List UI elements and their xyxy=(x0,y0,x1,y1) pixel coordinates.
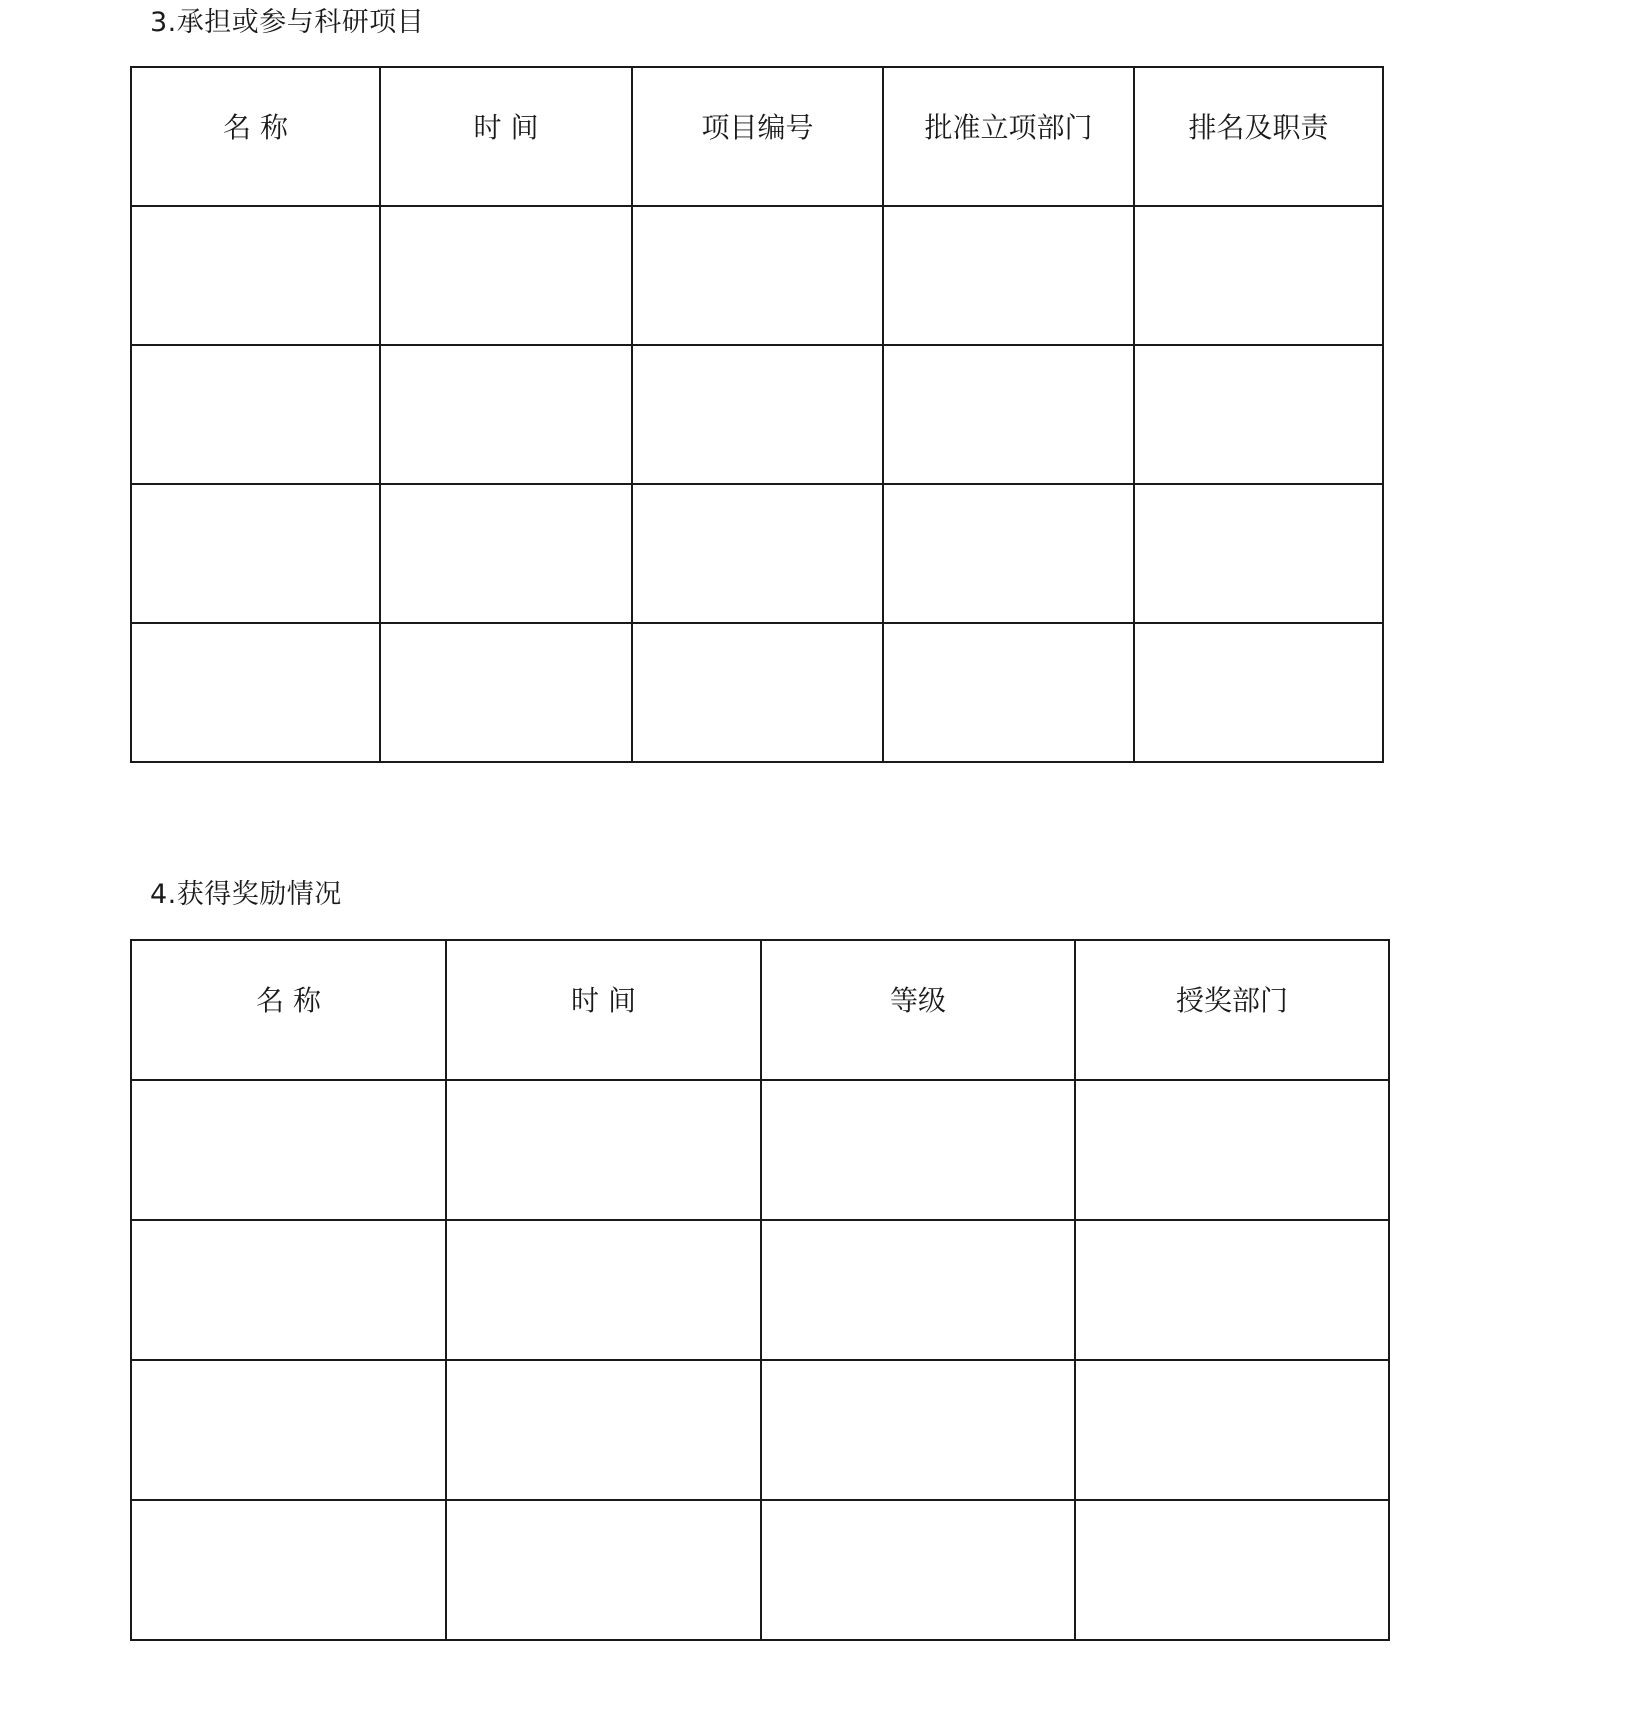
awards-table xyxy=(130,939,1390,1641)
table-cell[interactable] xyxy=(131,623,380,762)
table-cell[interactable] xyxy=(761,1360,1075,1500)
table-cell[interactable] xyxy=(446,1360,761,1500)
header-ranking-and-duties: 排名及职责 xyxy=(1134,67,1383,206)
table-cell[interactable] xyxy=(883,206,1134,345)
header-time: 时 间 xyxy=(380,67,632,206)
table-header-row xyxy=(131,67,1383,206)
table-row xyxy=(131,345,1383,484)
header-name: 名 称 xyxy=(131,940,446,1080)
table-cell[interactable] xyxy=(883,345,1134,484)
table-row xyxy=(131,206,1383,345)
table-cell[interactable] xyxy=(761,1500,1075,1640)
table-cell[interactable] xyxy=(131,1360,446,1500)
table-cell[interactable] xyxy=(1075,1220,1389,1360)
header-time: 时 间 xyxy=(446,940,761,1080)
table-cell[interactable] xyxy=(632,345,883,484)
table-cell[interactable] xyxy=(131,1220,446,1360)
table-cell[interactable] xyxy=(131,206,380,345)
table-row xyxy=(131,1220,1389,1360)
table-cell[interactable] xyxy=(632,623,883,762)
table-cell[interactable] xyxy=(446,1080,761,1220)
table-cell[interactable] xyxy=(1134,345,1383,484)
table-row xyxy=(131,1500,1389,1640)
table-row xyxy=(131,484,1383,623)
table-cell[interactable] xyxy=(883,484,1134,623)
section-title-awards: 4.获得奖励情况 xyxy=(150,879,342,910)
table-row xyxy=(131,1080,1389,1220)
header-name: 名 称 xyxy=(131,67,380,206)
table-header-row xyxy=(131,940,1389,1080)
table-cell[interactable] xyxy=(761,1220,1075,1360)
table-cell[interactable] xyxy=(131,345,380,484)
table-cell[interactable] xyxy=(1134,206,1383,345)
table-cell[interactable] xyxy=(1134,623,1383,762)
table-cell[interactable] xyxy=(380,345,632,484)
table-cell[interactable] xyxy=(446,1500,761,1640)
table-cell[interactable] xyxy=(131,1080,446,1220)
table-cell[interactable] xyxy=(883,623,1134,762)
research-projects-table xyxy=(130,66,1384,763)
header-awarding-department: 授奖部门 xyxy=(1075,940,1389,1080)
table-cell[interactable] xyxy=(380,206,632,345)
table-cell[interactable] xyxy=(632,484,883,623)
header-project-number: 项目编号 xyxy=(632,67,883,206)
table-cell[interactable] xyxy=(380,623,632,762)
table-cell[interactable] xyxy=(131,1500,446,1640)
table-cell[interactable] xyxy=(380,484,632,623)
header-approving-department: 批准立项部门 xyxy=(883,67,1134,206)
table-row xyxy=(131,623,1383,762)
table-cell[interactable] xyxy=(1134,484,1383,623)
table-row xyxy=(131,1360,1389,1500)
table-cell[interactable] xyxy=(1075,1500,1389,1640)
table-cell[interactable] xyxy=(446,1220,761,1360)
header-level: 等级 xyxy=(761,940,1075,1080)
table-cell[interactable] xyxy=(1075,1080,1389,1220)
table-cell[interactable] xyxy=(761,1080,1075,1220)
table-cell[interactable] xyxy=(632,206,883,345)
table-cell[interactable] xyxy=(131,484,380,623)
section-title-research-projects: 3.承担或参与科研项目 xyxy=(150,7,425,38)
table-cell[interactable] xyxy=(1075,1360,1389,1500)
